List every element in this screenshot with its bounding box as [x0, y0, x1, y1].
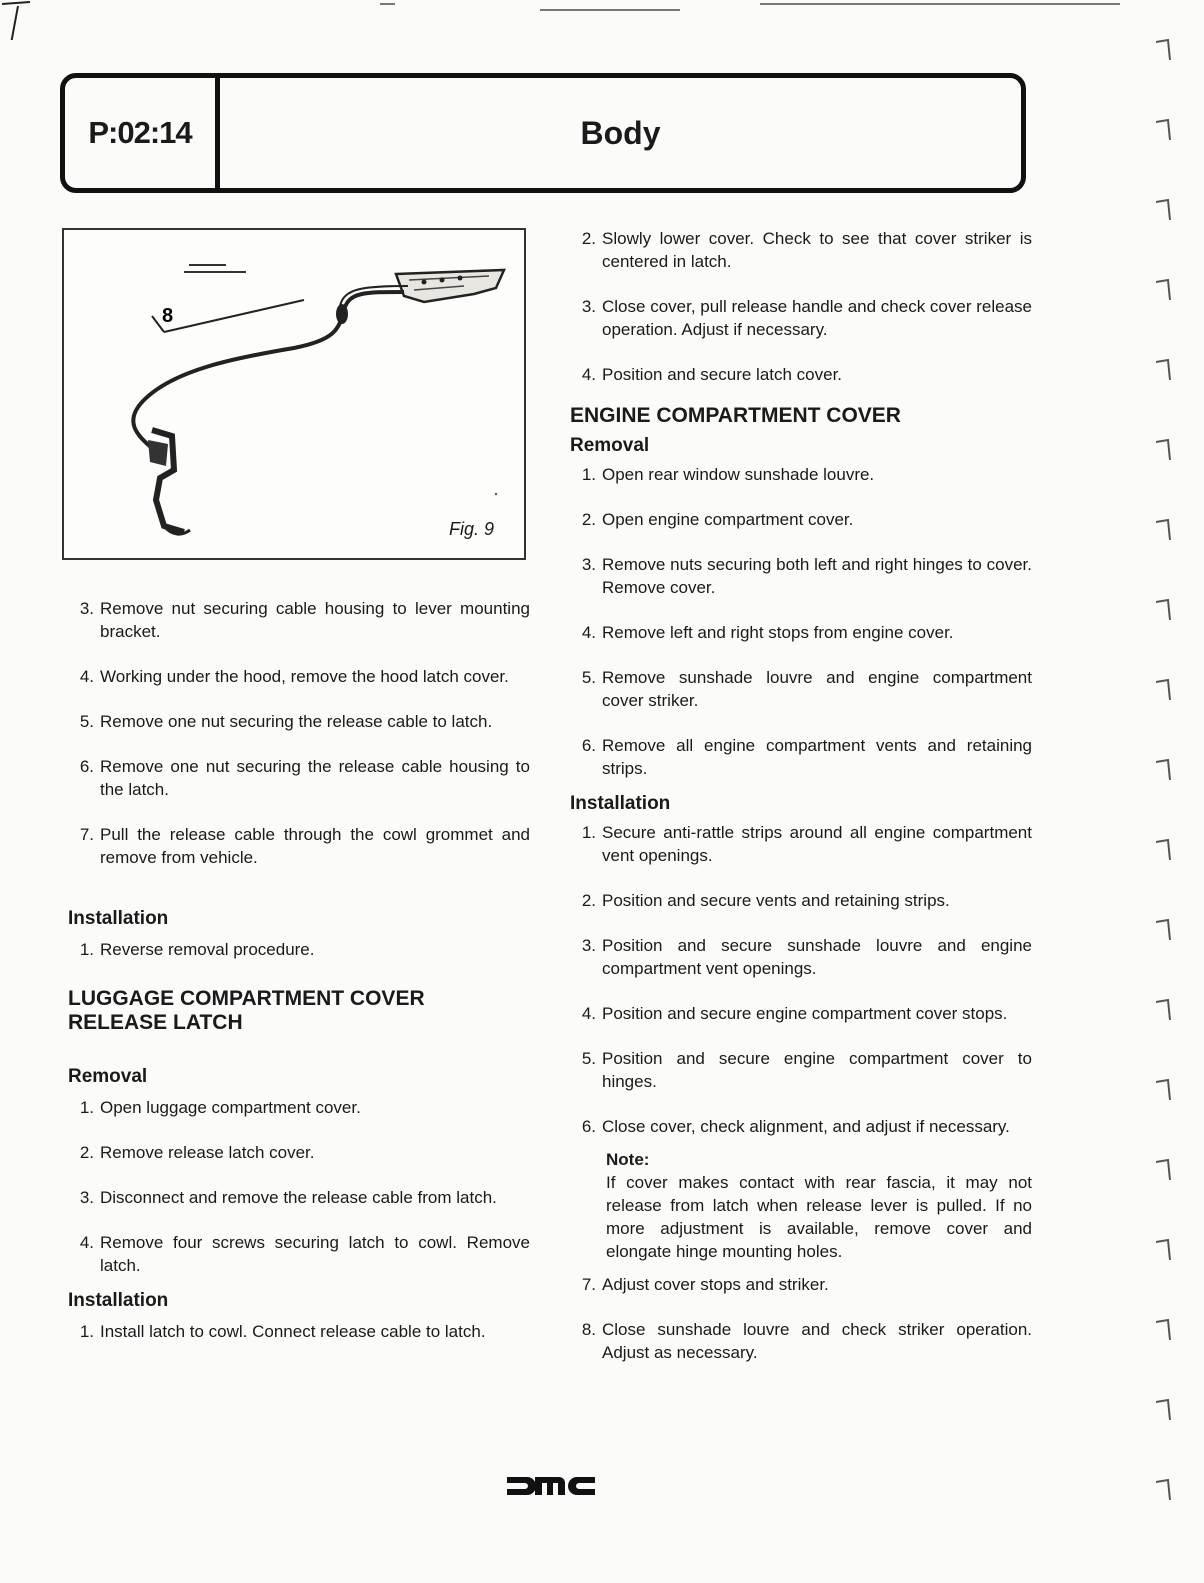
note-block [606, 1148, 1032, 1263]
figure-label: Fig. 9 [448, 519, 494, 539]
section-heading: ENGINE COMPARTMENT COVER [570, 404, 901, 427]
removal-steps-continued [68, 597, 530, 869]
figure-callout: 8 [162, 305, 174, 327]
list-item: 4. Position and secure latch cover. [581, 365, 843, 384]
list-item: 6. Close cover, check alignment, and adjust if necessary. [581, 1117, 1010, 1136]
list-item: 1. Install latch to cowl. Connect release cable to latch. [79, 1322, 486, 1341]
list-item: 3. Remove nuts securing both left and right hinges to cover. Remove cover. [581, 555, 1032, 597]
installation-heading: Installation [570, 793, 671, 814]
list-item: 3. Position and secure sunshade louvre and engine compartment vent openings. [581, 936, 1032, 978]
list-item: 5. Remove sunshade louvre and engine compartment cover striker. [581, 668, 1032, 710]
list-item: 3. Remove nut securing cable housing to lever mounting bracket. [79, 599, 530, 641]
list-item: 1. Open rear window sunshade louvre. [581, 465, 875, 484]
list-item: 7. Adjust cover stops and striker. [581, 1275, 829, 1294]
page-code: P:02:14 [65, 78, 220, 188]
scan-edge-marks [0, 0, 1204, 40]
list-item: 4. Position and secure engine compartment cover stops. [581, 1004, 1008, 1023]
list-item: 2. Open engine compartment cover. [581, 510, 854, 529]
list-item: 5. Position and secure engine compartment cover to hinges. [581, 1049, 1032, 1091]
installation-heading: Installation [68, 908, 169, 929]
list-item: 1. Secure anti-rattle strips around all engine compartment vent openings. [581, 823, 1032, 865]
list-item: 2. Slowly lower cover. Check to see that cover striker is centered in latch. [581, 229, 1032, 271]
page-header [60, 73, 1026, 193]
list-item: 4. Remove left and right stops from engine cover. [581, 623, 954, 642]
note-heading: Note: [606, 1150, 650, 1169]
figure-9 [62, 228, 526, 560]
list-item: 4. Remove four screws securing latch to cowl. Remove latch. [79, 1233, 530, 1275]
list-item: 2. Position and secure vents and retaining strips. [581, 891, 950, 910]
section-heading: LUGGAGE COMPARTMENT COVER RELEASE LATCH [68, 987, 425, 1034]
list-item: 5. Remove one nut securing the release cable to latch. [79, 712, 493, 731]
list-item: 6. Remove all engine compartment vents and retaining strips. [581, 736, 1032, 778]
note-text: If cover makes contact with rear fascia, it may not release from latch when release lever is pulled. If no more adjustment is available, remove cover and elongate hinge mounting holes. [606, 1173, 1032, 1261]
page-title: Body [580, 114, 661, 151]
removal-heading: Removal [68, 1066, 148, 1087]
left-column [68, 597, 530, 1365]
list-item: 1. Open luggage compartment cover. [79, 1098, 361, 1117]
list-item: 8. Close sunshade louvre and check striker operation. Adjust as necessary. [581, 1320, 1032, 1362]
dmc-logo [505, 1474, 597, 1498]
list-item: 2. Remove release latch cover. [79, 1143, 315, 1162]
list-item: 3. Disconnect and remove the release cable from latch. [79, 1188, 497, 1207]
installation-heading: Installation [68, 1290, 169, 1311]
right-column [570, 227, 1032, 1386]
list-item: 7. Pull the release cable through the cowl grommet and remove from vehicle. [79, 825, 530, 867]
removal-heading: Removal [570, 435, 650, 456]
list-item: 6. Remove one nut securing the release cable housing to the latch. [79, 757, 530, 799]
list-item: 3. Close cover, pull release handle and check cover release operation. Adjust if necessary. [581, 297, 1032, 339]
binding-marks [1148, 30, 1178, 1530]
release-cable-illustration [64, 230, 524, 558]
list-item: 4. Working under the hood, remove the hood latch cover. [79, 667, 509, 686]
list-item: 1. Reverse removal procedure. [79, 940, 315, 959]
